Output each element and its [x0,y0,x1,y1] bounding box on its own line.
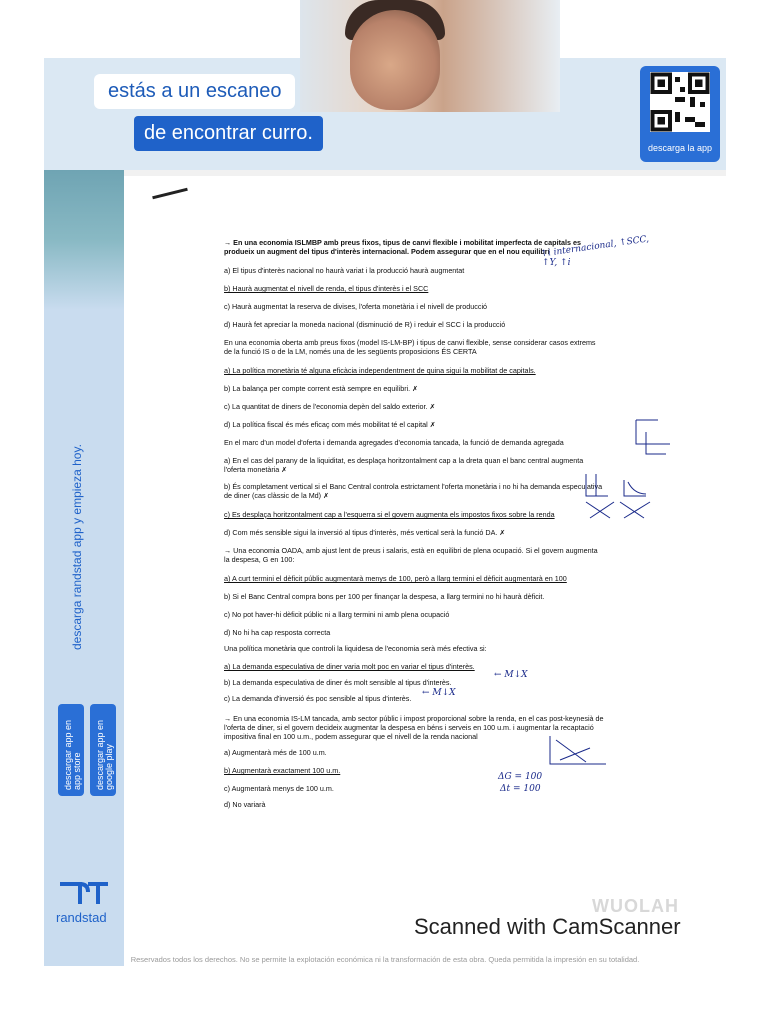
banner-tagline-1: estás a un escaneo [94,74,295,109]
exam-line: c) Augmentarà menys de 100 u.m. [224,784,334,793]
sketch-da-graph-2 [580,470,676,524]
app-store-button[interactable] [58,704,84,796]
exam-line: b) La demanda especulativa de diner és molt sensible al tipus d'interès. [224,678,452,687]
randstad-logo-icon [58,880,110,908]
exam-line: En una economia oberta amb preus fixos (model IS-LM-BP) i tipus de canvi flexible, sense considerar casos extrems de la funció IS o de la LM, només una de les següents proposicions ÉS CERTA [224,338,596,356]
handwritten-note-4: ← M↓X [422,688,456,698]
qr-code-icon[interactable] [650,72,710,132]
exam-line: d) La política fiscal és més eficaç com més mobilitat té el capital ✗ [224,420,436,429]
google-play-button[interactable] [90,704,116,796]
exam-line: d) No variarà [224,800,266,809]
exam-line: b) Haurà augmentat el nivell de renda, el tipus d'interès i el SCC [224,284,429,293]
exam-line: a) A curt termini el dèficit públic augmentarà menys de 100, però a llarg termini el dèficit augmentarà en 100 [224,574,567,583]
camscanner-label: Scanned with CamScanner [414,914,681,939]
banner-photo-face [350,10,440,110]
handwritten-note-5: ΔG = 100 [498,772,543,782]
copyright-footer: Reservados todos los derechos. No se permite la explotación económica ni la transformación de esta obra. Queda permitida la impresión en su totalidad. [130,955,640,964]
exam-line: En el marc d'un model d'oferta i demanda agregades d'economia tancada, la funció de demanda agregada [224,438,564,447]
exam-line: c) Es desplaça horitzontalment cap a l'esquerra si el govern augmenta els impostos fixos sobre la renda [224,510,555,519]
exam-line: d) Com més sensible sigui la inversió al tipus d'interès, més vertical serà la funció DA. ✗ [224,528,506,537]
sidebar-promo-text: descarga randstad app y empieza hoy. [70,444,84,650]
handwritten-note-6: Δt = 100 [500,784,541,794]
exam-line: a) La política monetària té alguna eficàcia independentment de quina sigui la mobilitat de capitals. [224,366,536,375]
banner-tagline-2: de encontrar curro. [134,116,323,151]
exam-line: c) La demanda d'inversió és poc sensible al tipus d'interès. [224,694,412,703]
sidebar-promo [70,440,90,650]
google-play-label: descargar app en google play [95,719,114,790]
exam-line: a) Augmentarà més de 100 u.m. [224,748,327,757]
exam-line: c) No pot haver-hi dèficit públic ni a llarg termini ni amb plena ocupació [224,610,450,619]
sketch-islm-graph [546,734,616,768]
exam-line: → Una economia OADA, amb ajust lent de preus i salaris, està en equilibri de plena ocupació. Si el govern augmenta la despesa, G en 100: [224,546,598,564]
handwritten-note-3: ← M↓X [494,670,528,680]
exam-line: d) Haurà fet apreciar la moneda nacional (disminució de R) i reduir el SCC i la producció [224,320,506,329]
page-edge [124,170,726,176]
exam-line: b) És completament vertical si el Banc Central controla estrictament l'oferta monetària i no hi ha demanda especulativa de diner (cas clàssic de la Md) ✗ [224,482,603,500]
wuolah-watermark: WUOLAH [592,896,679,916]
handwritten-note-1: ↑i internacional, ↑SCC, [539,234,650,260]
exam-line: c) Haurà augmentat la reserva de divises, l'oferta monetària i el nivell de producció [224,302,488,311]
handwritten-note-2: ↑Y, ↑i [542,258,571,268]
sidebar-photo [44,170,124,310]
exam-line: c) La quantitat de diners de l'economia depèn del saldo exterior. ✗ [224,402,436,411]
exam-line: a) En el cas del parany de la liquiditat, es desplaça horitzontalment cap a la dreta quan el banc central augmenta l'oferta monetària ✗ [224,456,584,474]
exam-line: a) La demanda especulativa de diner varia molt poc en variar el tipus d'interès. [224,662,475,671]
exam-line: → En una economia ISLMBP amb preus fixos, tipus de canvi flexible i mobilitat imperfecta de capitals es produeix un augment del tipus d'interès internacional. Podem assegurar que en el nou equilibri [224,238,581,256]
exam-line: a) El tipus d'interès nacional no haurà variat i la producció haurà augmentat [224,266,465,275]
exam-line: Una política monetària que controli la liquidesa de l'economia serà més efectiva si: [224,644,487,653]
exam-line: b) Augmentarà exactament 100 u.m. [224,766,341,775]
randstad-logo-text: randstad [56,910,107,925]
sketch-da-graph-1 [610,414,676,460]
qr-label: descarga la app [647,143,713,153]
exam-line: d) No hi ha cap resposta correcta [224,628,331,637]
exam-line: b) Si el Banc Central compra bons per 100 per finançar la despesa, a llarg termini no hi haurà dèficit. [224,592,545,601]
app-store-label: descargar app en app store [63,719,82,790]
exam-line: → En una economia IS-LM tancada, amb sector públic i impost proporcional sobre la renda, en el cas post-keynesià de l'oferta de diner, si el govern decideix augmentar la despesa en béns i serveis en 100 u.m. i augmentar la recaptació impositiva final en 100 u.m., podem assegurar que el nivell de la renda nacional [224,714,604,741]
exam-line: b) La balança per compte corrent està sempre en equilibri. ✗ [224,384,419,393]
